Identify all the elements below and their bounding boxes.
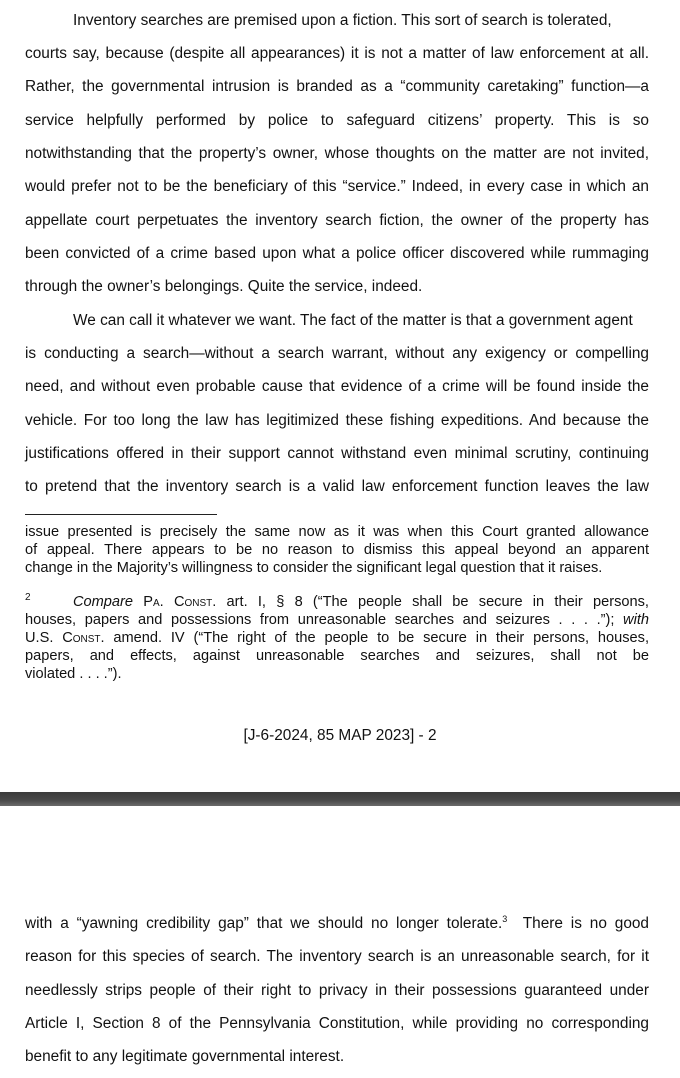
text-line: Rather, the governmental intrusion is branded as a “community caretaking” function—a bbox=[25, 78, 649, 95]
citation-pa-const: Pa. Const. bbox=[143, 594, 217, 610]
text-line: need, and without even probable cause that evidence of a crime will be found inside the bbox=[25, 378, 649, 395]
footnote-line: papers, and effects, against unreasonable searches and seizures, shall not be bbox=[25, 648, 649, 664]
footnote-line: issue presented is precisely the same now as it was when this Court granted allowance bbox=[25, 524, 649, 540]
text-line: to pretend that the inventory search is a valid law enforcement function leaves the law bbox=[25, 478, 649, 495]
text-line: justifications offered in their support cannot withstand even minimal scrutiny, continuing bbox=[25, 445, 649, 462]
text-line: vehicle. For too long the law has legitimized these fishing expeditions. And because the bbox=[25, 412, 649, 429]
text-line: We can call it whatever we want. The fact of the matter is that a government agent bbox=[73, 312, 633, 329]
page-break-bar bbox=[0, 792, 680, 806]
text-line: appellate court perpetuates the inventory search fiction, the owner of the property has bbox=[25, 212, 649, 229]
text-line: service helpfully performed by police to safeguard citizens’ property. This is so bbox=[25, 112, 649, 129]
text-line: needlessly strips people of their right to privacy in their possessions guaranteed under bbox=[25, 982, 649, 999]
footnote-line: of appeal. There appears to be no reason to dismiss this appeal beyond an apparent bbox=[25, 542, 649, 558]
text-line: would prefer not to be the beneficiary of this “service.” Indeed, in every case in which an bbox=[25, 178, 649, 195]
signal-compare: Compare bbox=[73, 594, 134, 610]
page-footer: [J-6-2024, 85 MAP 2023] - 2 bbox=[243, 727, 437, 744]
text-span: There is no good bbox=[507, 915, 649, 932]
footnote-text: amend. IV (“The right of the people to be secure in their persons, houses, bbox=[104, 630, 650, 646]
footnote-marker: 2 bbox=[25, 592, 31, 603]
citation-us-const: U.S. Const. bbox=[25, 630, 105, 646]
text-line: notwithstanding that the property’s owner, whose thoughts on the matter are not invited, bbox=[25, 145, 649, 162]
footnote-separator bbox=[25, 514, 217, 515]
footnote-ref-3[interactable]: 3 bbox=[502, 913, 508, 924]
text-line: been convicted of a crime based upon what a police officer discovered while rummaging bbox=[25, 245, 649, 262]
footnote-line bbox=[73, 594, 649, 612]
text-line: reason for this species of search. The inventory search is an unreasonable search, for it bbox=[25, 948, 649, 965]
text-line: Inventory searches are premised upon a fiction. This sort of search is tolerated, bbox=[73, 12, 612, 29]
footnote-text: art. I, § 8 (“The people shall be secure in their persons, bbox=[216, 594, 649, 610]
footnote-line: violated . . . .”). bbox=[25, 666, 122, 682]
text-line: is conducting a search—without a search warrant, without any exigency or compelling bbox=[25, 345, 649, 362]
text-line: courts say, because (despite all appearances) it is not a matter of law enforcement at all. bbox=[25, 45, 649, 62]
footnote-line: change in the Majority’s willingness to consider the significant legal question that it raises. bbox=[25, 560, 603, 576]
footnote-line bbox=[25, 630, 649, 648]
text-line bbox=[25, 914, 649, 934]
footnote-line bbox=[25, 612, 649, 630]
signal-with: with bbox=[623, 612, 649, 628]
footnote-text: houses, papers and possessions from unreasonable searches and seizures . . . .”); bbox=[25, 612, 624, 628]
text-line: through the owner’s belongings. Quite the service, indeed. bbox=[25, 278, 423, 295]
text-line: Article I, Section 8 of the Pennsylvania Constitution, while providing no corresponding bbox=[25, 1015, 649, 1032]
text-span: with a “yawning credibility gap” that we should no longer tolerate. bbox=[25, 915, 503, 932]
text-line: benefit to any legitimate governmental interest. bbox=[25, 1048, 345, 1065]
